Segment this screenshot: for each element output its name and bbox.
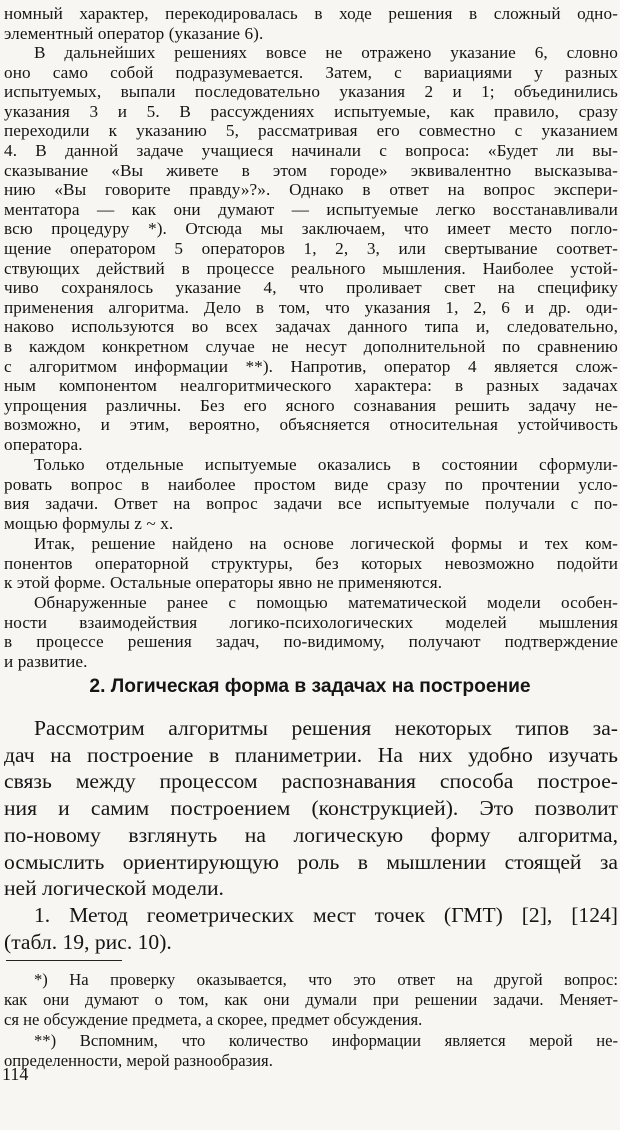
text-line: ментатора — как они думают — испытуемые легко восстанавливали [4,199,618,219]
text-line: номный характер, перекодировалась в ходе решения в сложный одно- [4,4,618,23]
text-line: как они думают о том, как они думали при решении задачи. Меняет- [4,990,618,1010]
text-line: мощью формулы z ~ x. [4,513,174,533]
text-line: наково используются во всех задачах данного типа и, следовательно, [4,317,618,337]
text-line: применения алгоритма. Дело в том, что указания 1, 2, 6 и др. оди- [4,297,618,317]
paragraph-5 [4,593,618,671]
text-line: щение оператором 5 операторов 1, 2, 3, или свертывание соответ- [4,238,618,258]
page-number: 114 [2,1064,29,1084]
text-line: к этой форме. Остальные операторы явно не применяются. [4,573,443,593]
text-line: по-новому взглянуть на логическую форму алгоритма, [4,822,618,847]
paragraph-2 [4,43,618,454]
text-line: 4. В данной задаче учащиеся начинали с вопроса: «Будет ли вы- [4,140,618,160]
text-line: ности взаимодействия логико-психологических моделей мышления [4,612,618,632]
text-line: определенности, мерой разнообразия. [4,1051,273,1071]
paragraph-6 [4,715,618,902]
text-line: в каждом конкретном случае не несут дополнительной по сравнению [4,336,618,356]
text-line: понентов операторной структуры, без которых невозможно подойти [4,553,618,573]
text-line: всю процедуру *). Отсюда мы заключаем, что имеет место погло- [4,219,618,239]
text-line: ней логической модели. [4,876,224,901]
text-line: переходили к указанию 5, рассматривая его совместно с указанием [4,121,618,141]
text-line: Обнаруженные ранее с помощью математической модели особен- [34,593,618,612]
text-line: оператора. [4,434,83,454]
text-line: указания 3 и 5. В рассуждениях испытуемые, как правило, сразу [4,101,618,121]
text-line: дач на построение в планиметрии. На них удобно изучать [4,742,618,767]
text-line: В дальнейших решениях вовсе не отражено указание 6, словно [34,43,618,62]
text-line: в процессе решения задач, по-видимому, получают подтверждение [4,632,618,652]
text-line: связь между процессом распознавания способа построе- [4,769,618,794]
text-line: возможно, и этим, вероятно, объясняется относительная устойчивость [4,415,618,435]
text-line: испытуемых, выпали последовательно указания 2 и 1; объединились [4,82,618,102]
paragraph-4 [4,534,618,593]
footnote-2 [4,1031,618,1071]
text-line: ствующих действий в процессе реального мышления. Наиболее устой- [4,258,618,278]
footnote-rule [6,960,122,961]
paragraph-1 [4,4,618,43]
paragraph-7 [4,902,618,955]
text-line: ровать вопрос в наиболее простом виде сразу по прочтении усло- [4,474,618,494]
text-line: с алгоритмом информации **). Напротив, оператор 4 является слож- [4,356,618,376]
footnote-1 [4,970,618,1031]
text-line: и развитие. [4,651,88,671]
text-line: ния и самим построением (конструкцией). Это позволит [4,796,618,821]
text-line: элементный оператор (указание 6). [4,23,264,43]
text-line: нию «Вы говорите правду»?». Однако в ответ на вопрос экспери- [4,180,618,200]
text-line: ся не обсуждение предмета, а скорее, предмет обсуждения. [4,1010,423,1030]
text-line: сказывание «Вы живете в этом городе» эквивалентно высказыва- [4,160,618,180]
text-line: чиво сохранялось указание 4, что проливает свет на специфику [4,278,618,298]
text-line: осмыслить ориентирующую роль в мышлении стоящей за [4,849,618,874]
text-line: Только отдельные испытуемые оказались в состоянии сформули- [34,455,618,474]
text-line: (табл. 19, рис. 10). [4,929,172,954]
text-line: 1. Метод геометрических мест точек (ГМТ) [2], [124] [34,903,618,927]
section-heading: 2. Логическая форма в задачах на построение [89,676,531,697]
text-line: вия задачи. Ответ на вопрос задачи все испытуемые получали с по- [4,494,618,514]
text-line: оно само собой подразумевается. Затем, с вариациями у разных [4,62,618,82]
text-line: Итак, решение найдено на основе логической формы и тех ком- [34,534,618,553]
text-line: упрощения различны. Без его ясного сознавания решить задачу не- [4,395,618,415]
text-line: *) На проверку оказывается, что это ответ на другой вопрос: [34,970,618,989]
paragraph-3 [4,455,618,533]
text-line: ным компонентом неалгоритмического характера: в разных задачах [4,376,618,396]
text-line: **) Вспомним, что количество информации является мерой не- [34,1031,618,1050]
text-line: Рассмотрим алгоритмы решения некоторых типов за- [34,716,618,740]
